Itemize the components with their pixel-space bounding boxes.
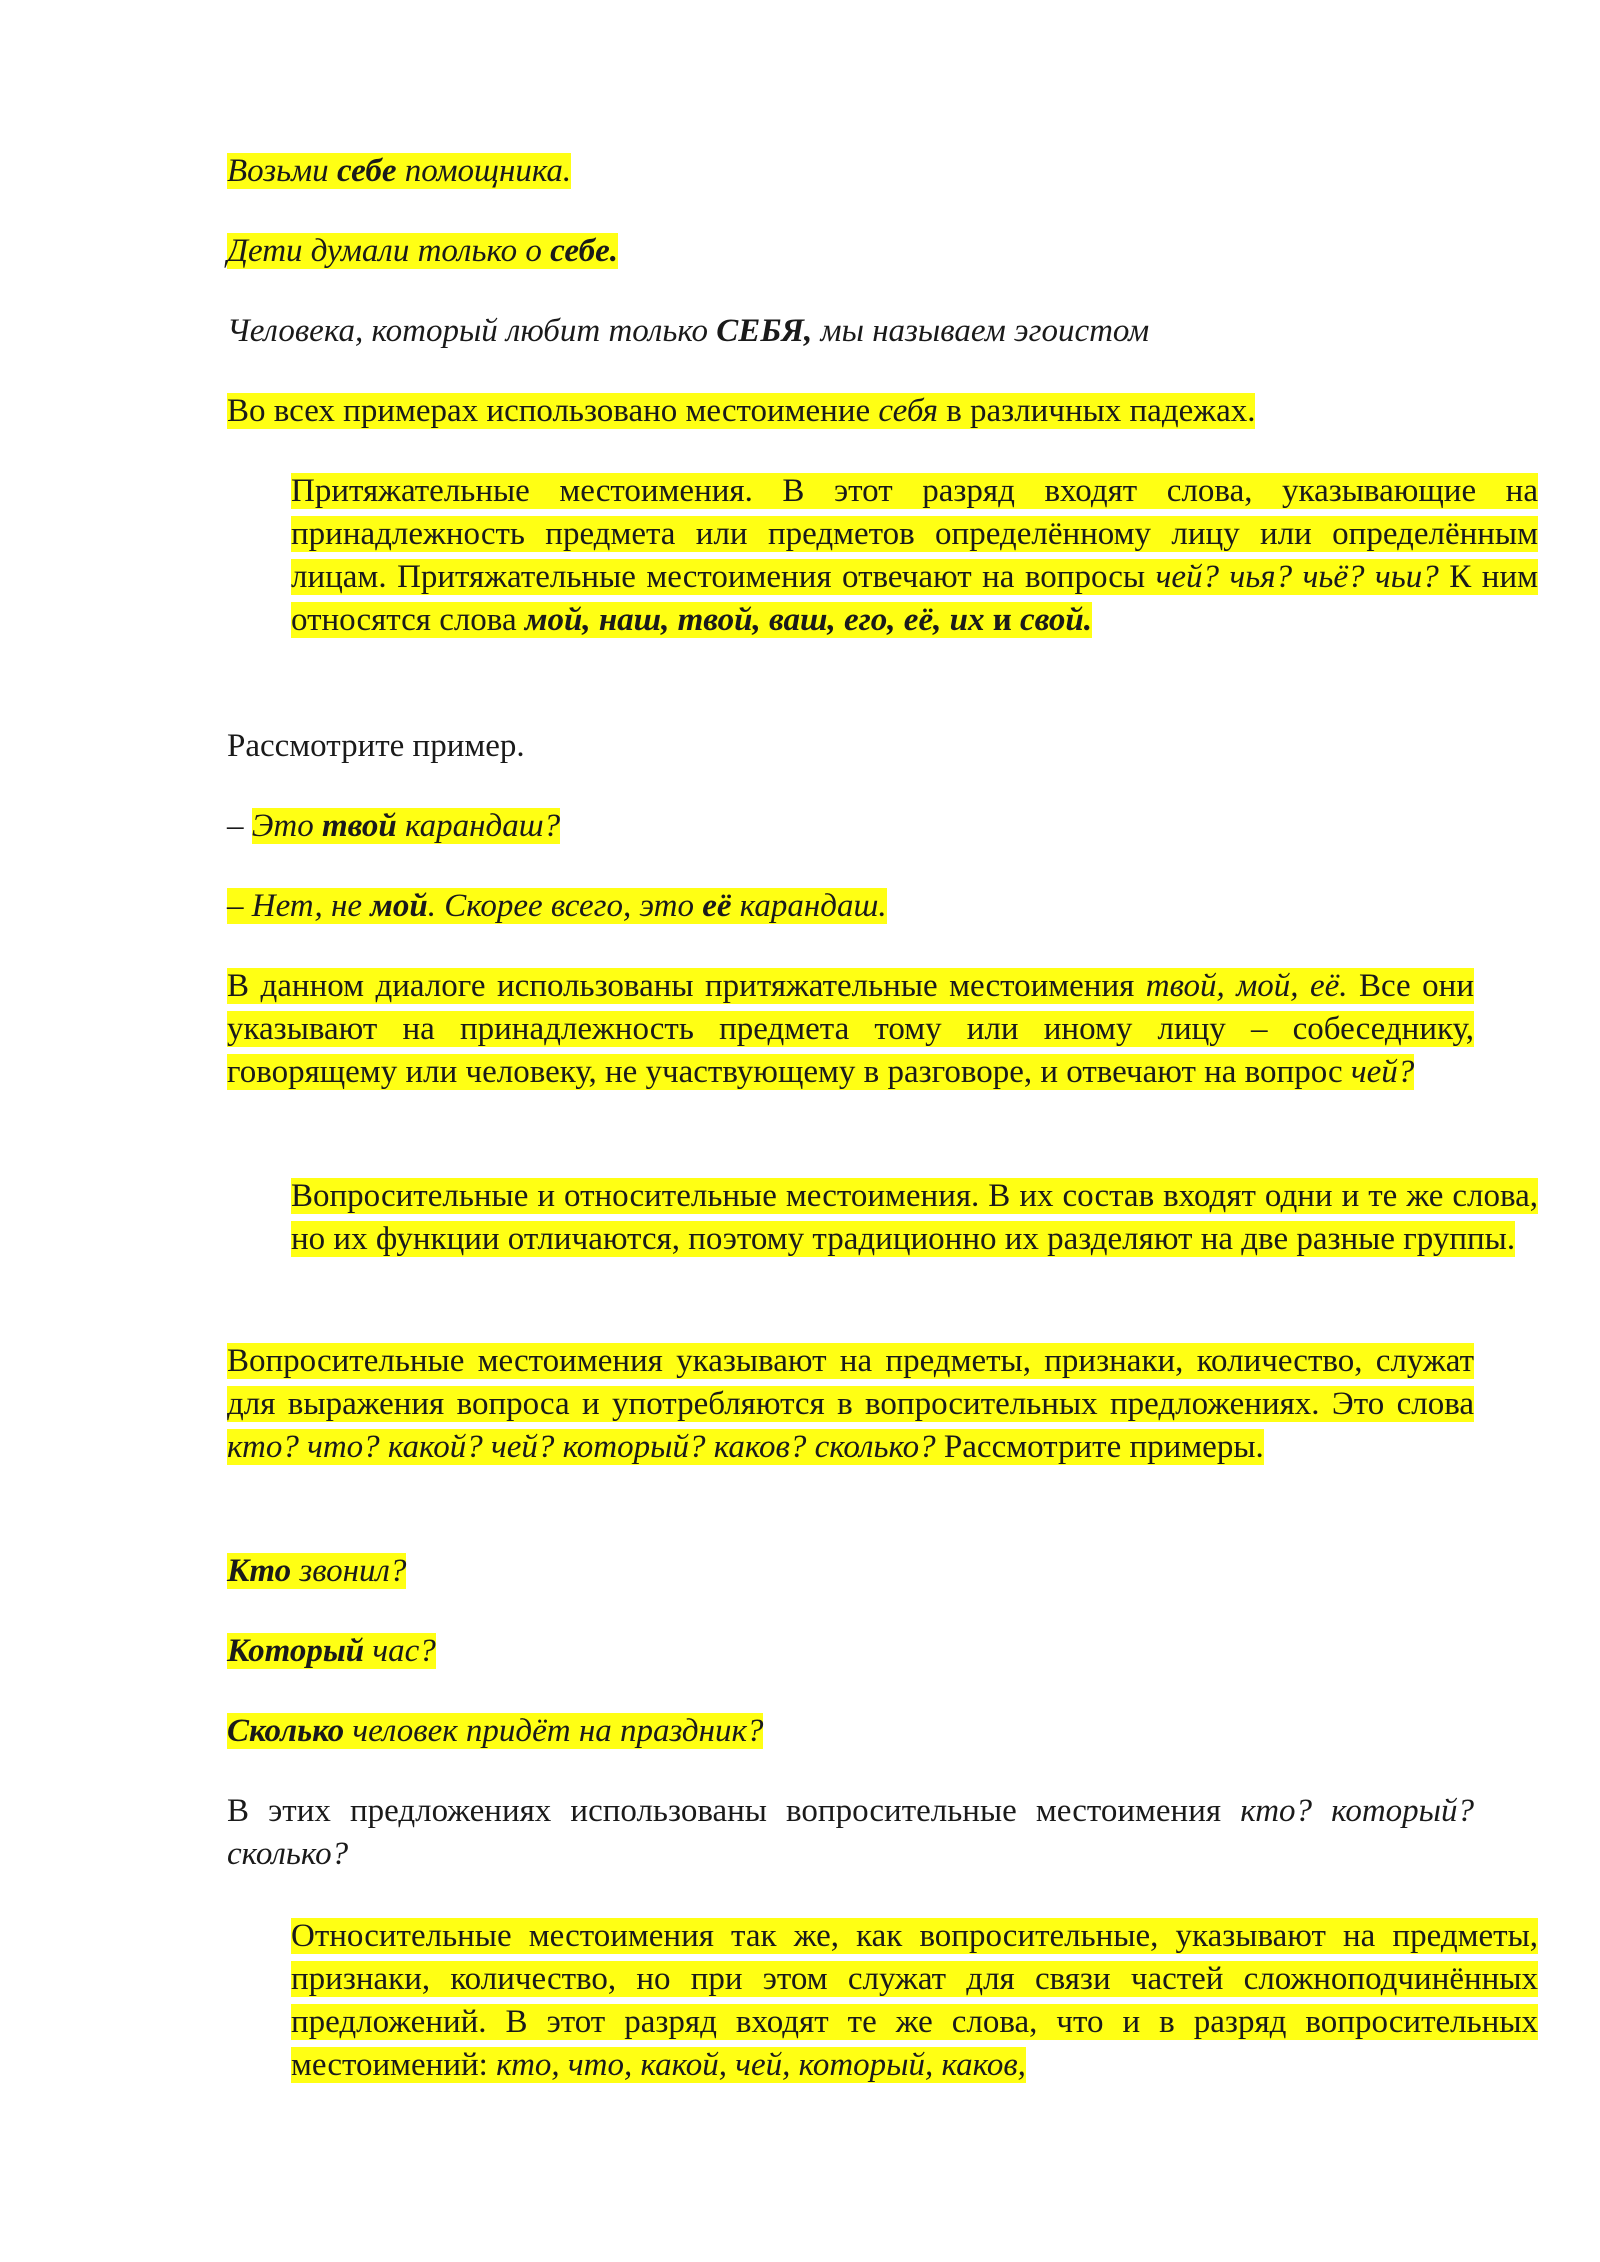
text-run: себе (336, 153, 397, 189)
text-run: Вопросительные местоимения указывают на предметы, признаки, количество, служат для выражения вопроса и употребляются в вопросительных предложениях. Это слова (227, 1343, 1474, 1422)
dialogue-line-1 (227, 805, 1474, 848)
paragraph-interrogative-relative (227, 1175, 1538, 1261)
text-run: Вопросительные и относительные местоимения. В их состав входят одни и те же слова, но их функции отличаются, поэтому традиционно их разделяют на две разные группы. (291, 1178, 1538, 1257)
text-run: . Скорее всего, это (427, 888, 703, 924)
text-run: чей? чья? чьё? чьи? (1155, 559, 1439, 595)
text-run: чей? (1350, 1054, 1415, 1090)
text-run: Относительные местоимения так же, как вопросительные, указывают на предметы, признаки, количество, но при этом служат для связи частей сложноподчинённых предложений. В этот разряд входят те же слова, что и в разряд вопросительных местоимений: (291, 1918, 1538, 2083)
text-run: Который (227, 1633, 365, 1669)
text-run: человек придёт на праздник? (344, 1713, 764, 1749)
paragraph-relative-pronouns (227, 1915, 1538, 2087)
text-run: кто? что? какой? чей? который? каков? сколько? (227, 1429, 936, 1465)
text-run: Все они указывают на принадлежность предмета тому или иному лицу – собеседнику, говорящему или человеку, не участвующему в разговоре, и отвечают на вопрос (227, 968, 1474, 1090)
text-run: Возьми (227, 153, 337, 189)
paragraph-example-3 (227, 310, 1474, 353)
text-run: Рассмотрите пример. (227, 728, 525, 764)
paragraph-consider-example (227, 725, 1474, 768)
text-run: твой (321, 808, 397, 844)
text-run: Дети думали только о (227, 233, 551, 269)
text-run: час? (364, 1633, 436, 1669)
text-run: мой, наш, твой, ваш, его, её, их (524, 602, 985, 638)
text-run: – Нет, не (227, 888, 371, 924)
paragraph-summary-reflexive (227, 390, 1474, 433)
text-run: Сколько (227, 1713, 345, 1749)
text-run: Рассмотрите примеры. (935, 1429, 1264, 1465)
text-run: в различных падежах. (937, 393, 1256, 429)
text-run: себе. (550, 233, 618, 269)
text-run: мы называем эгоистом (812, 313, 1150, 349)
text-run: В этих предложениях использованы вопросительные местоимения (227, 1793, 1241, 1829)
paragraph-examples-explanation (227, 1790, 1474, 1876)
text-run: СЕБЯ, (716, 313, 813, 349)
example-question-1 (227, 1550, 1474, 1593)
text-run: карандаш. (731, 888, 887, 924)
text-run: К ним относятся слова (291, 559, 1538, 638)
example-question-2 (227, 1630, 1474, 1673)
paragraph-possessive-pronouns (227, 470, 1538, 642)
text-run: кто? который? сколько? (227, 1793, 1474, 1872)
text-run: Во всех примерах использовано местоимение (227, 393, 879, 429)
example-question-3 (227, 1710, 1474, 1753)
paragraph-example-1 (227, 150, 1474, 193)
paragraph-example-2 (227, 230, 1474, 273)
text-run: Притяжательные местоимения. В этот разряд входят слова, указывающие на принадлежность предмета или предметов определённому лицу или определённым лицам. Притяжательные местоимения отвечают на вопросы (291, 473, 1538, 595)
text-run: и (984, 602, 1020, 638)
text-run: В данном диалоге использованы притяжательные местоимения (227, 968, 1146, 1004)
text-run: звонил? (291, 1553, 407, 1589)
text-run: Это (251, 808, 322, 844)
text-run: помощника. (396, 153, 572, 189)
text-run: – (227, 808, 252, 844)
text-run: себя (878, 393, 938, 429)
text-run: Человека, который любит только (227, 313, 717, 349)
dialogue-line-2 (227, 885, 1474, 928)
text-run: кто, что, какой, чей, который, каков, (496, 2047, 1026, 2083)
text-run: её (702, 888, 732, 924)
paragraph-dialogue-explanation (227, 965, 1474, 1094)
text-run: Кто (227, 1553, 292, 1589)
paragraph-interrogative-pronouns (227, 1340, 1474, 1469)
text-run: мой (370, 888, 428, 924)
text-run: свой. (1019, 602, 1093, 638)
text-run: карандаш? (396, 808, 561, 844)
text-run: твой, мой, её. (1145, 968, 1348, 1004)
